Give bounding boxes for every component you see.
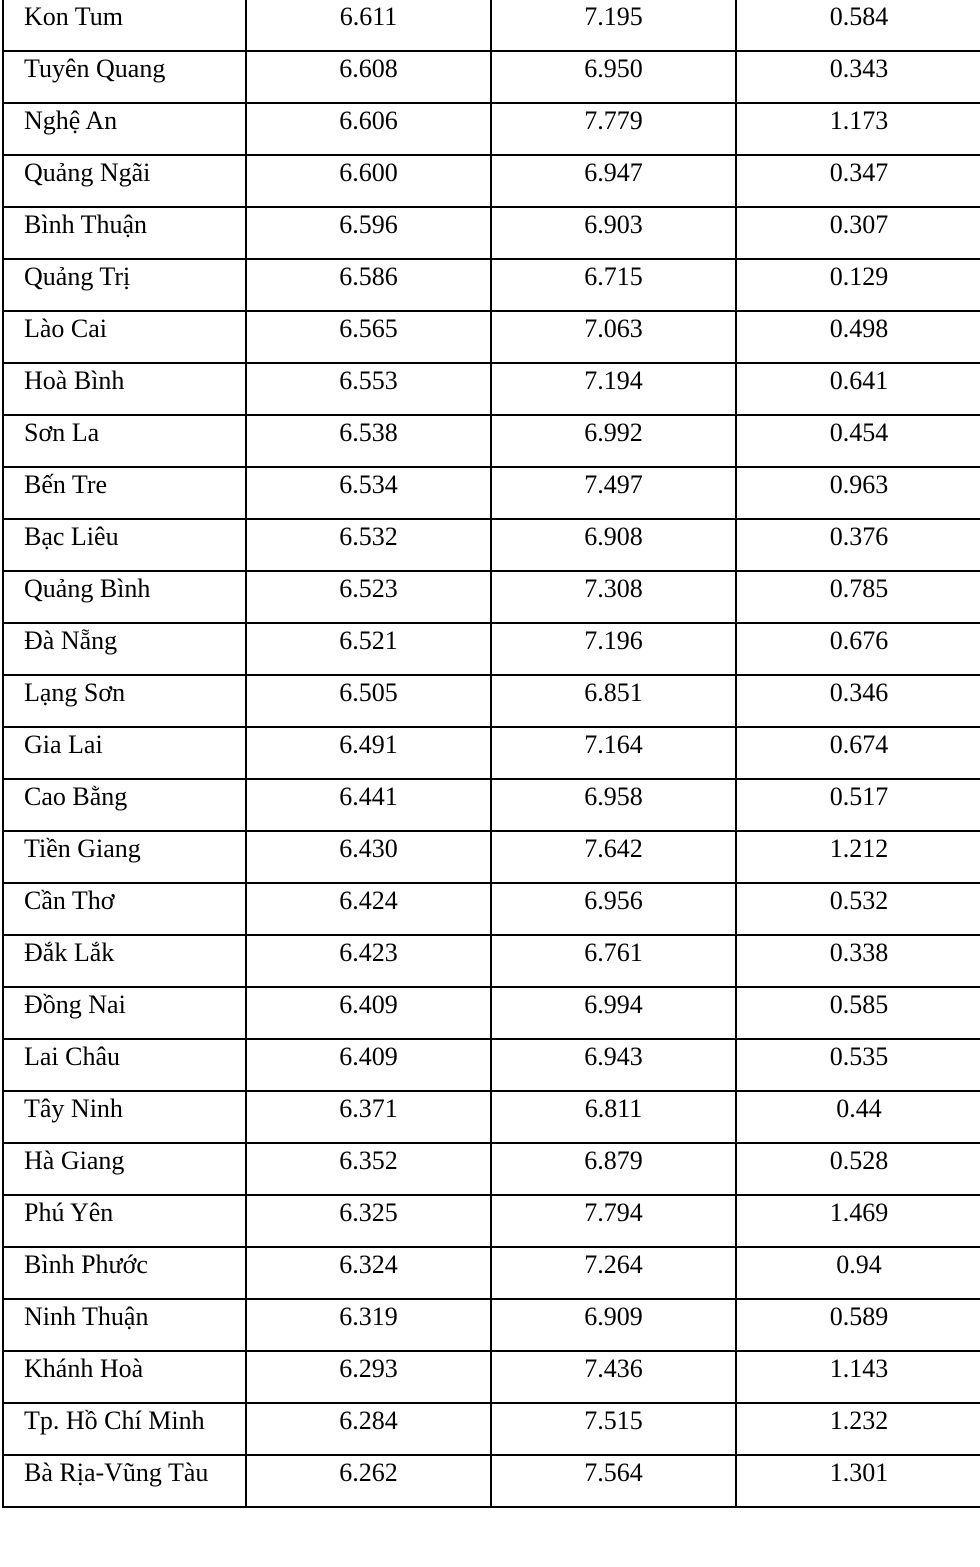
value-1-cell: 6.371 (246, 1091, 491, 1143)
difference-cell: 1.301 (736, 1455, 980, 1507)
value-1-cell: 6.596 (246, 207, 491, 259)
difference-cell: 0.589 (736, 1299, 980, 1351)
province-cell: Ninh Thuận (3, 1299, 246, 1351)
value-2-cell: 7.196 (491, 623, 736, 675)
table-row (3, 831, 980, 883)
difference-cell: 0.129 (736, 259, 980, 311)
difference-cell: 0.584 (736, 0, 980, 51)
province-cell: Hà Giang (3, 1143, 246, 1195)
value-1-cell: 6.505 (246, 675, 491, 727)
value-2-cell: 6.811 (491, 1091, 736, 1143)
table-row (3, 623, 980, 675)
value-1-cell: 6.324 (246, 1247, 491, 1299)
province-cell: Tp. Hồ Chí Minh (3, 1403, 246, 1455)
province-cell: Lai Châu (3, 1039, 246, 1091)
province-cell: Đồng Nai (3, 987, 246, 1039)
difference-cell: 1.469 (736, 1195, 980, 1247)
table-row (3, 883, 980, 935)
table-row (3, 1455, 980, 1507)
value-2-cell: 7.515 (491, 1403, 736, 1455)
difference-cell: 0.674 (736, 727, 980, 779)
table-row (3, 259, 980, 311)
value-1-cell: 6.352 (246, 1143, 491, 1195)
table-row (3, 1247, 980, 1299)
difference-cell: 0.94 (736, 1247, 980, 1299)
value-2-cell: 6.994 (491, 987, 736, 1039)
difference-cell: 0.338 (736, 935, 980, 987)
difference-cell: 0.517 (736, 779, 980, 831)
difference-cell: 0.528 (736, 1143, 980, 1195)
table-row (3, 51, 980, 103)
table-row (3, 103, 980, 155)
table-row (3, 311, 980, 363)
value-1-cell: 6.565 (246, 311, 491, 363)
value-2-cell: 7.794 (491, 1195, 736, 1247)
value-2-cell: 7.779 (491, 103, 736, 155)
province-cell: Kon Tum (3, 0, 246, 51)
table-row (3, 1351, 980, 1403)
value-2-cell: 7.642 (491, 831, 736, 883)
value-2-cell: 6.992 (491, 415, 736, 467)
difference-cell: 0.963 (736, 467, 980, 519)
value-1-cell: 6.325 (246, 1195, 491, 1247)
value-2-cell: 7.308 (491, 571, 736, 623)
value-1-cell: 6.430 (246, 831, 491, 883)
province-cell: Tiền Giang (3, 831, 246, 883)
province-cell: Bình Thuận (3, 207, 246, 259)
value-2-cell: 6.715 (491, 259, 736, 311)
table-row (3, 571, 980, 623)
table-row (3, 0, 980, 51)
province-cell: Sơn La (3, 415, 246, 467)
table-row (3, 207, 980, 259)
difference-cell: 0.641 (736, 363, 980, 415)
value-1-cell: 6.491 (246, 727, 491, 779)
value-2-cell: 6.903 (491, 207, 736, 259)
difference-cell: 0.343 (736, 51, 980, 103)
value-2-cell: 7.264 (491, 1247, 736, 1299)
difference-cell: 0.347 (736, 155, 980, 207)
difference-cell: 0.535 (736, 1039, 980, 1091)
difference-cell: 0.498 (736, 311, 980, 363)
province-cell: Bình Phước (3, 1247, 246, 1299)
value-1-cell: 6.423 (246, 935, 491, 987)
table-row (3, 363, 980, 415)
province-cell: Phú Yên (3, 1195, 246, 1247)
value-1-cell: 6.424 (246, 883, 491, 935)
difference-cell: 1.173 (736, 103, 980, 155)
province-cell: Khánh Hoà (3, 1351, 246, 1403)
value-2-cell: 6.879 (491, 1143, 736, 1195)
province-cell: Hoà Bình (3, 363, 246, 415)
value-2-cell: 7.497 (491, 467, 736, 519)
value-2-cell: 6.908 (491, 519, 736, 571)
value-1-cell: 6.538 (246, 415, 491, 467)
value-1-cell: 6.532 (246, 519, 491, 571)
province-cell: Đắk Lắk (3, 935, 246, 987)
value-1-cell: 6.409 (246, 987, 491, 1039)
value-2-cell: 6.950 (491, 51, 736, 103)
difference-cell: 1.232 (736, 1403, 980, 1455)
value-1-cell: 6.523 (246, 571, 491, 623)
province-cell: Lạng Sơn (3, 675, 246, 727)
table-row (3, 1143, 980, 1195)
value-2-cell: 6.958 (491, 779, 736, 831)
value-1-cell: 6.611 (246, 0, 491, 51)
table-row (3, 1091, 980, 1143)
province-cell: Cao Bằng (3, 779, 246, 831)
table-row (3, 1403, 980, 1455)
value-2-cell: 7.195 (491, 0, 736, 51)
value-1-cell: 6.586 (246, 259, 491, 311)
table-row (3, 467, 980, 519)
value-2-cell: 6.851 (491, 675, 736, 727)
value-2-cell: 7.564 (491, 1455, 736, 1507)
value-2-cell: 7.436 (491, 1351, 736, 1403)
table-row (3, 779, 980, 831)
table-row (3, 727, 980, 779)
data-table (2, 0, 980, 1508)
difference-cell: 1.212 (736, 831, 980, 883)
province-cell: Bà Rịa-Vũng Tàu (3, 1455, 246, 1507)
table-body (3, 0, 980, 1507)
difference-cell: 0.376 (736, 519, 980, 571)
table-row (3, 987, 980, 1039)
value-1-cell: 6.606 (246, 103, 491, 155)
value-1-cell: 6.284 (246, 1403, 491, 1455)
difference-cell: 0.785 (736, 571, 980, 623)
value-1-cell: 6.553 (246, 363, 491, 415)
province-cell: Bạc Liêu (3, 519, 246, 571)
value-2-cell: 6.956 (491, 883, 736, 935)
table-row (3, 675, 980, 727)
table-row (3, 1299, 980, 1351)
value-2-cell: 7.164 (491, 727, 736, 779)
value-1-cell: 6.521 (246, 623, 491, 675)
province-cell: Đà Nẵng (3, 623, 246, 675)
value-1-cell: 6.293 (246, 1351, 491, 1403)
province-cell: Tây Ninh (3, 1091, 246, 1143)
difference-cell: 0.307 (736, 207, 980, 259)
province-cell: Tuyên Quang (3, 51, 246, 103)
table-row (3, 155, 980, 207)
value-2-cell: 6.943 (491, 1039, 736, 1091)
table-row (3, 415, 980, 467)
value-2-cell: 7.063 (491, 311, 736, 363)
difference-cell: 0.346 (736, 675, 980, 727)
value-1-cell: 6.262 (246, 1455, 491, 1507)
province-cell: Nghệ An (3, 103, 246, 155)
value-2-cell: 6.947 (491, 155, 736, 207)
value-1-cell: 6.534 (246, 467, 491, 519)
value-1-cell: 6.600 (246, 155, 491, 207)
table-row (3, 1039, 980, 1091)
difference-cell: 0.676 (736, 623, 980, 675)
province-cell: Lào Cai (3, 311, 246, 363)
value-2-cell: 7.194 (491, 363, 736, 415)
value-1-cell: 6.441 (246, 779, 491, 831)
table-row (3, 1195, 980, 1247)
province-cell: Quảng Bình (3, 571, 246, 623)
difference-cell: 0.585 (736, 987, 980, 1039)
province-cell: Bến Tre (3, 467, 246, 519)
table-row (3, 519, 980, 571)
value-1-cell: 6.409 (246, 1039, 491, 1091)
value-2-cell: 6.761 (491, 935, 736, 987)
province-cell: Quảng Ngãi (3, 155, 246, 207)
value-1-cell: 6.608 (246, 51, 491, 103)
value-2-cell: 6.909 (491, 1299, 736, 1351)
value-1-cell: 6.319 (246, 1299, 491, 1351)
province-cell: Cần Thơ (3, 883, 246, 935)
difference-cell: 0.532 (736, 883, 980, 935)
table-row (3, 935, 980, 987)
province-cell: Quảng Trị (3, 259, 246, 311)
difference-cell: 0.454 (736, 415, 980, 467)
province-cell: Gia Lai (3, 727, 246, 779)
difference-cell: 0.44 (736, 1091, 980, 1143)
difference-cell: 1.143 (736, 1351, 980, 1403)
